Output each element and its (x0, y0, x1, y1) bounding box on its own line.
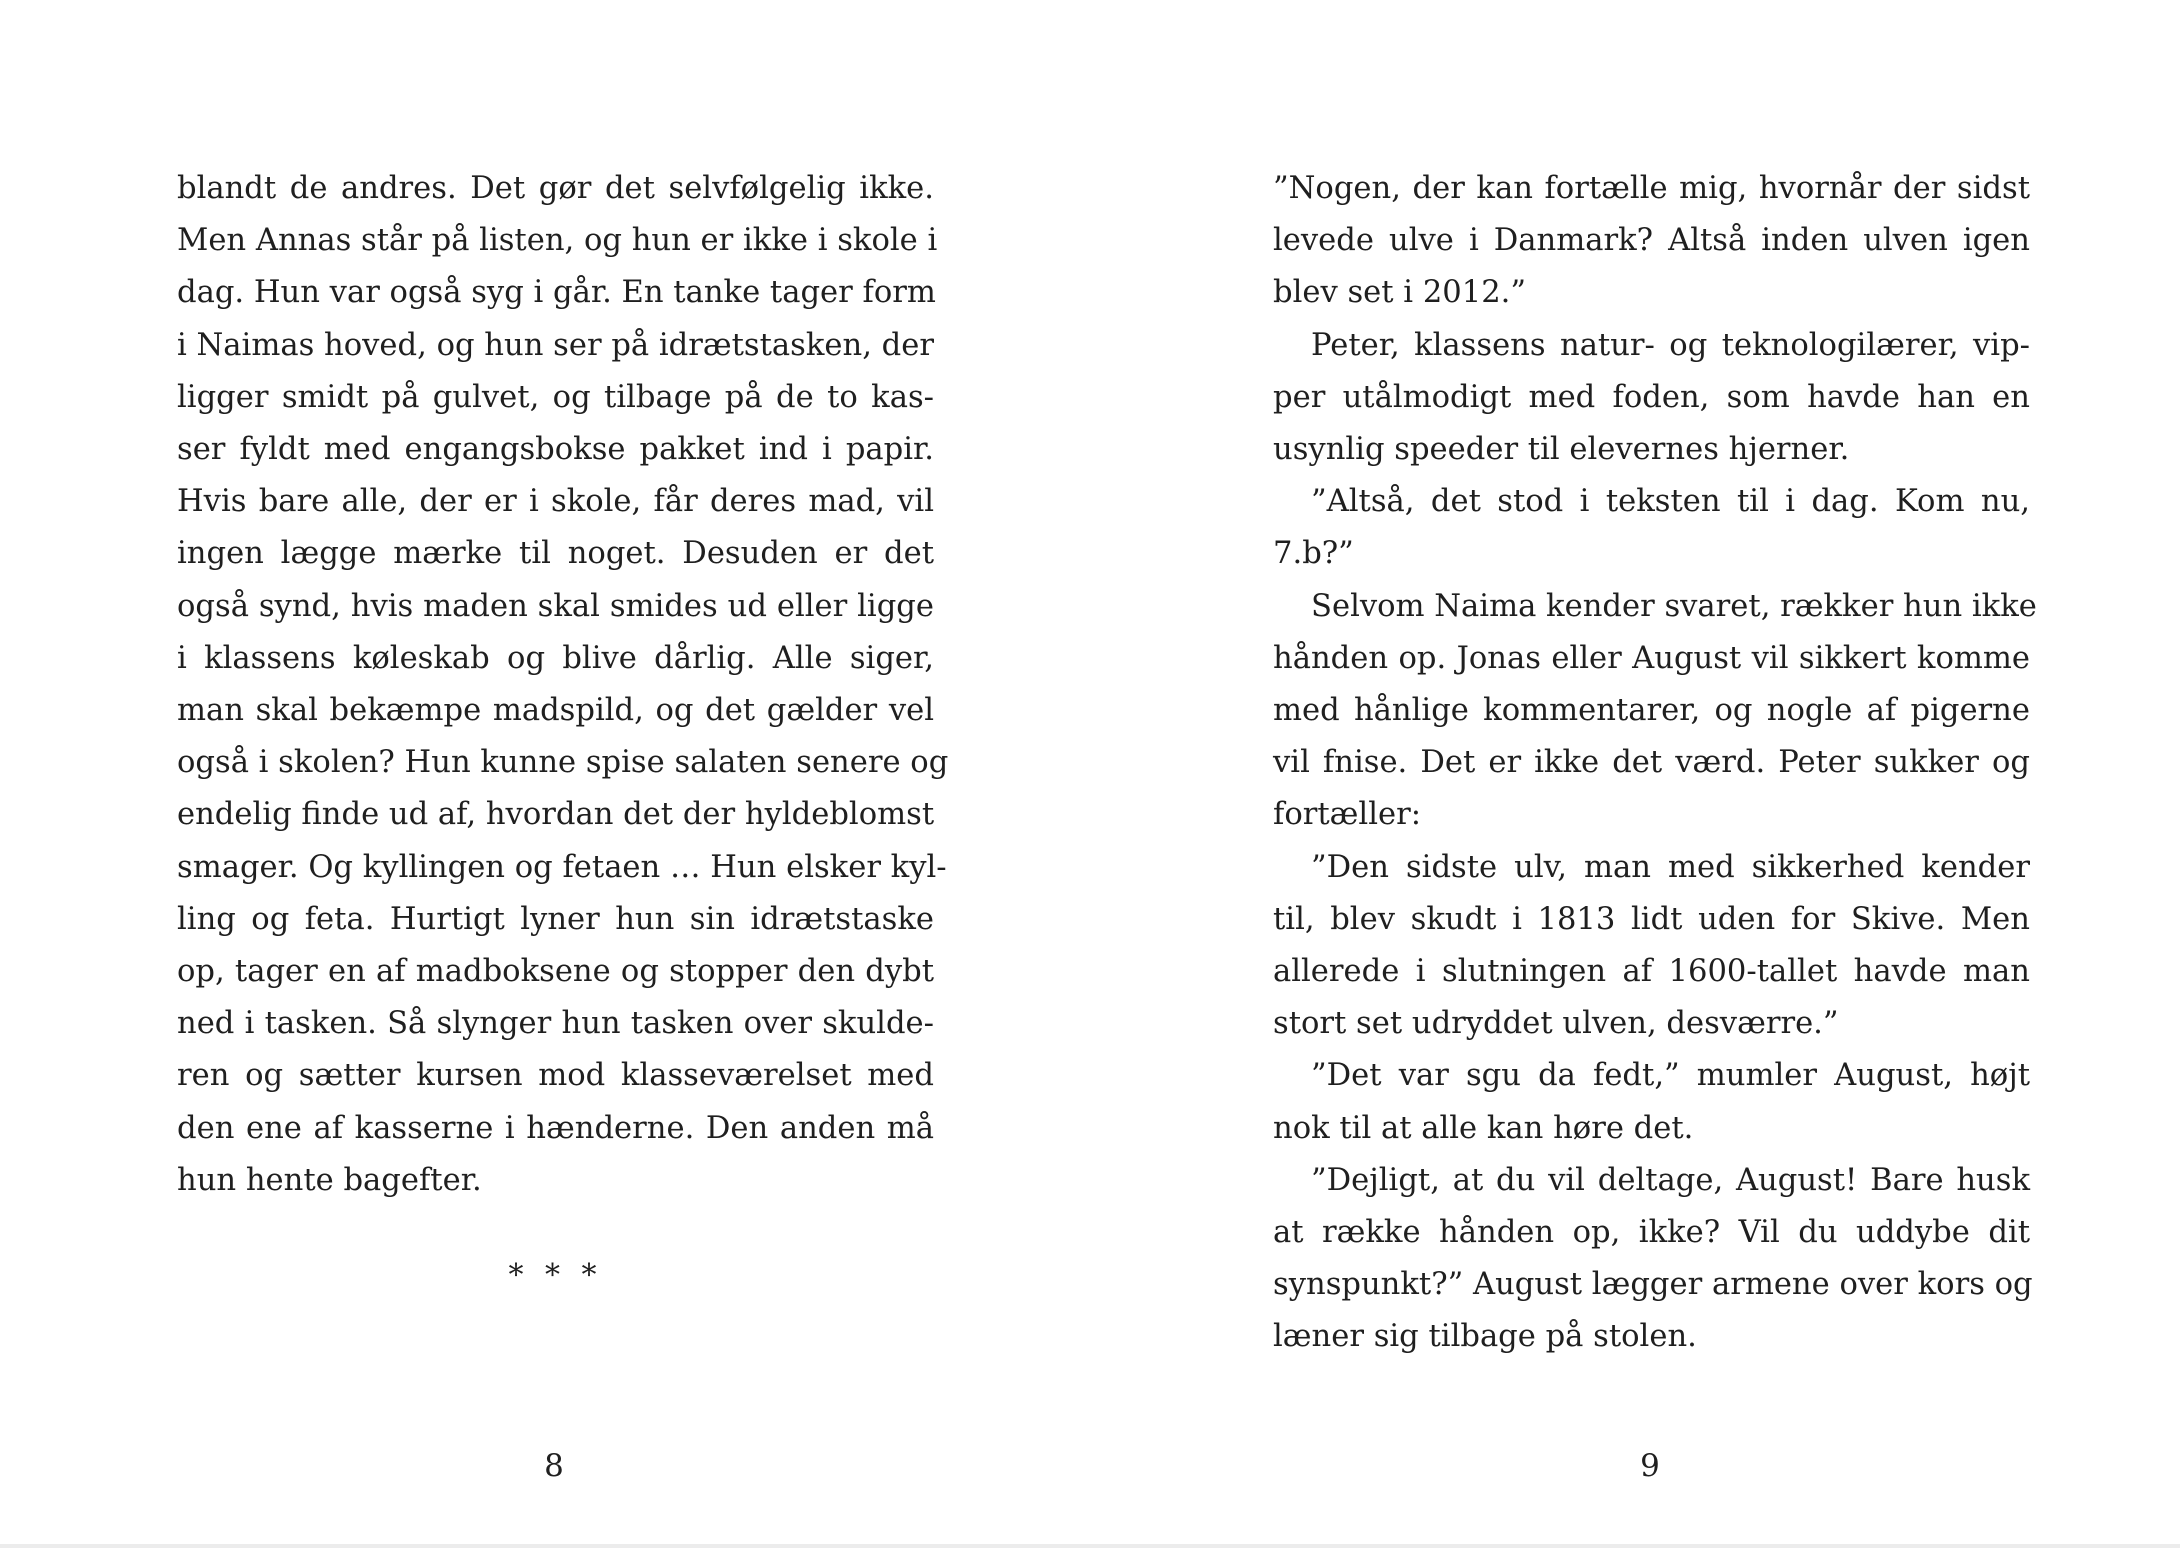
text-line: også synd, hvis maden skal smides ud eller ligge (177, 588, 934, 624)
text-line: smager. Og kyllingen og fetaen … Hun elsker kyl- (177, 849, 947, 885)
text-line: Peter, klassens natur- og teknologilærer, vip- (1311, 327, 2030, 363)
text-line: Hvis bare alle, der er i skole, får deres mad, vil (177, 484, 934, 520)
text-line: synspunkt?” August lægger armene over kors og (1273, 1267, 2033, 1303)
text-line: stort set udryddet ulven, desværre.” (1273, 1006, 1839, 1042)
page-number-right: 9 (1640, 1448, 1660, 1484)
text-line: også i skolen? Hun kunne spise salaten senere og (177, 745, 949, 781)
text-line: ser fyldt med engangsbokse pakket ind i papir. (177, 432, 934, 468)
text-line: dag. Hun var også syg i går. En tanke tager form (177, 275, 936, 311)
text-line: Selvom Naima kender svaret, rækker hun ikke (1311, 588, 2037, 624)
right-page-paragraph (1273, 476, 2030, 580)
text-line: med hånlige kommentarer, og nogle af pigerne (1273, 693, 2030, 729)
text-line: i Naimas hoved, og hun ser på idrætstasken, der (177, 327, 934, 363)
text-line: ”Altså, det stod i teksten til i dag. Kom nu, (1311, 484, 2030, 520)
text-line: nok til at alle kan høre det. (1273, 1110, 1694, 1146)
text-line: ling og feta. Hurtigt lyner hun sin idrætstaske (177, 901, 934, 937)
text-line: til, blev skudt i 1813 lidt uden for Skive. Men (1273, 901, 2030, 937)
text-line: den ene af kasserne i hænderne. Den anden må (177, 1110, 934, 1146)
text-line: hun hente bagefter. (177, 1162, 482, 1198)
text-line: ”Det var sgu da fedt,” mumler August, højt (1311, 1058, 2030, 1094)
page-number-left: 8 (544, 1448, 564, 1484)
text-line: Men Annas står på listen, og hun er ikke i skole i (177, 223, 938, 259)
right-page-paragraph (1273, 842, 2030, 1051)
text-line: ren og sætter kursen mod klasseværelset med (177, 1058, 934, 1094)
right-page-paragraph (1273, 163, 2030, 320)
text-line: man skal bekæmpe madspild, og det gælder vel (177, 693, 934, 729)
text-line: allerede i slutningen af 1600-tallet havde man (1273, 954, 2030, 990)
text-line: 7.b?” (1273, 536, 1354, 572)
text-line: ned i tasken. Så slynger hun tasken over skulde- (177, 1006, 934, 1042)
text-line: ”Dejligt, at du vil deltage, August! Bare husk (1311, 1162, 2030, 1198)
left-page-text (177, 163, 949, 1207)
text-line: vil fnise. Det er ikke det værd. Peter sukker og (1273, 745, 2030, 781)
text-line: ”Den sidste ulv, man med sikkerhed kender (1311, 849, 2030, 885)
text-line: blev set i 2012.” (1273, 275, 1527, 311)
left-page-paragraph (177, 163, 949, 1207)
right-page-paragraph (1273, 581, 2037, 842)
text-line: i klassens køleskab og blive dårlig. Alle siger, (177, 640, 934, 676)
right-page-text (1273, 163, 2037, 1364)
section-break: * * * (508, 1258, 603, 1293)
text-line: at række hånden op, ikke? Vil du uddybe dit (1273, 1215, 2030, 1251)
text-line: op, tager en af madboksene og stopper den dybt (177, 954, 934, 990)
right-page-paragraph (1273, 320, 2030, 477)
text-line: ”Nogen, der kan fortælle mig, hvornår der sidst (1273, 171, 2030, 206)
page-bottom-edge (0, 1544, 2180, 1548)
text-line: læner sig tilbage på stolen. (1273, 1319, 1697, 1355)
text-line: blandt de andres. Det gør det selvfølgelig ikke. (177, 171, 934, 206)
text-line: ligger smidt på gulvet, og tilbage på de to kas- (177, 379, 934, 415)
text-line: levede ulve i Danmark? Altså inden ulven igen (1273, 223, 2030, 259)
text-line: fortæller: (1273, 797, 1422, 833)
text-line: endelig finde ud af, hvordan det der hyldeblomst (177, 797, 935, 833)
text-line: per utålmodigt med foden, som havde han en (1273, 379, 2030, 415)
text-line: hånden op. Jonas eller August vil sikkert komme (1273, 640, 2030, 676)
right-page-paragraph (1273, 1155, 2033, 1364)
right-page-paragraph (1273, 1050, 2030, 1154)
text-line: ingen lægge mærke til noget. Desuden er det (177, 536, 934, 572)
text-line: usynlig speeder til elevernes hjerner. (1273, 432, 1850, 468)
